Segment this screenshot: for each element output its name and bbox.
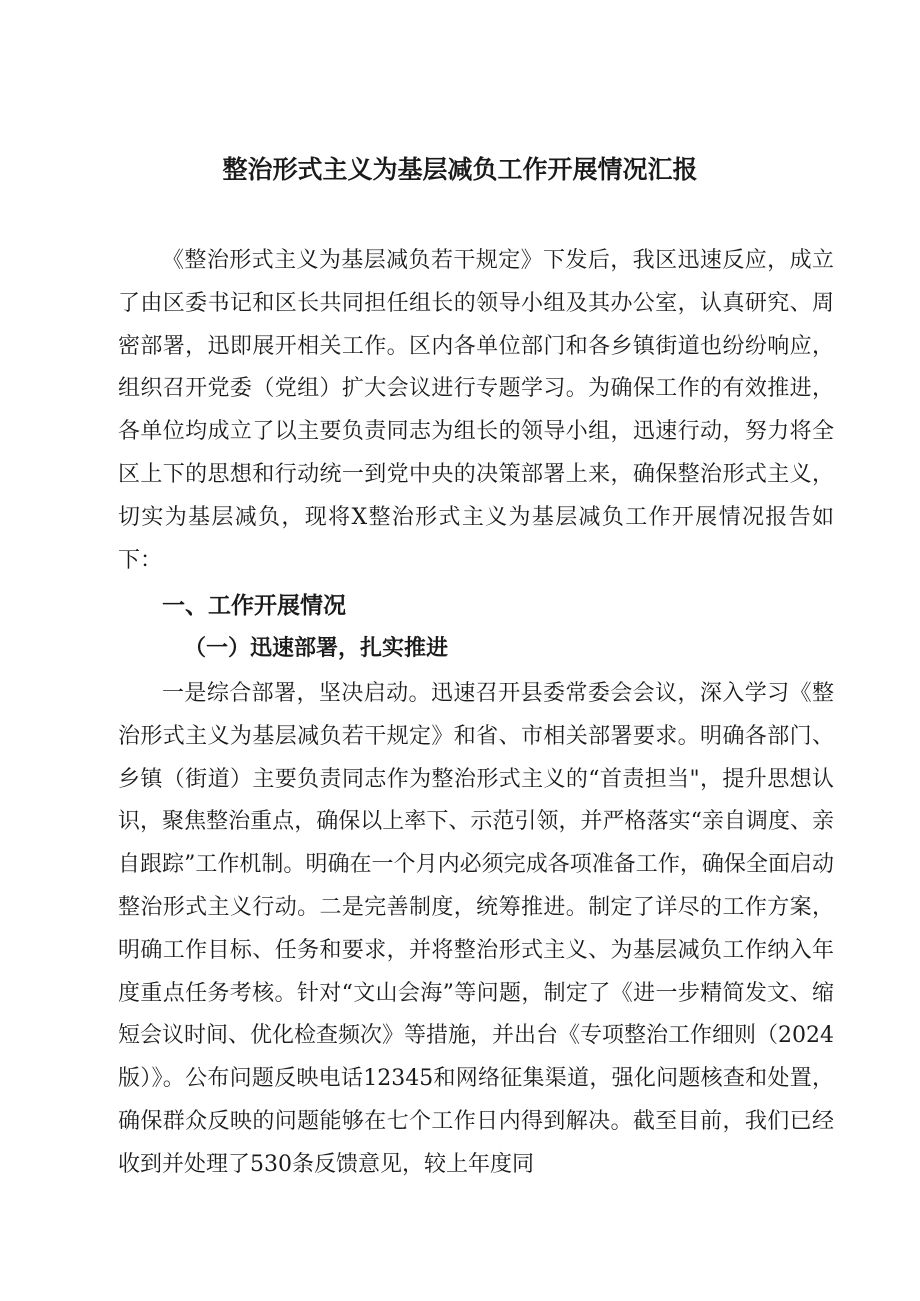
subsection-heading-rapid-deployment: （一）迅速部署，扎实推进	[184, 635, 449, 661]
section-heading-work-progress: 一、工作开展情况	[162, 593, 346, 619]
intro-paragraph: 《整治形式主义为基层减负若干规定》下发后，我区迅速反应，成立了由区委书记和区长共同担任组长的领导小组及其办公室，认真研究、周密部署，迅即展开相关工作。区内各单位部门和各乡镇街道也纷纷响应，组织召开党委（党组）扩大会议进行专题学习。为确保工作的有效推进，各单位均成立了以主要负责同志为组长的领导小组，迅速行动，努力将全区上下的思想和行动统一到党中央的决策部署上来，确保整治形式主义，切实为基层减负，现将X整治形式主义为基层减负工作开展情况报告如下：	[118, 248, 834, 573]
subsection-paragraph: 一是综合部署，坚决启动。迅速召开县委常委会会议，深入学习《整治形式主义为基层减负若干规定》和省、市相关部署要求。明确各部门、乡镇（街道）主要负责同志作为整治形式主义的“首责担当"，提升思想认识，聚焦整治重点，确保以上率下、示范引领，并严格落实“亲自调度、亲自跟踪”工作机制。明确在一个月内必须完成各项准备工作，确保全面启动整治形式主义行动。二是完善制度，统筹推进。制定了详尽的工作方案，明确工作目标、任务和要求，并将整治形式主义、为基层减负工作纳入年度重点任务考核。针对“文山会海”等问题，制定了《进一步精简发文、缩短会议时间、优化检查频次》等措施，并出台《专项整治工作细则（2024版）》。公布问题反映电话12345和网络征集渠道，强化问题核查和处置，确保群众反映的问题能够在七个工作日内得到解决。截至目前，我们已经收到并处理了530条反馈意见，较上年度同	[118, 681, 834, 1177]
document-title: 整治形式主义为基层减负工作开展情况汇报	[222, 155, 698, 184]
